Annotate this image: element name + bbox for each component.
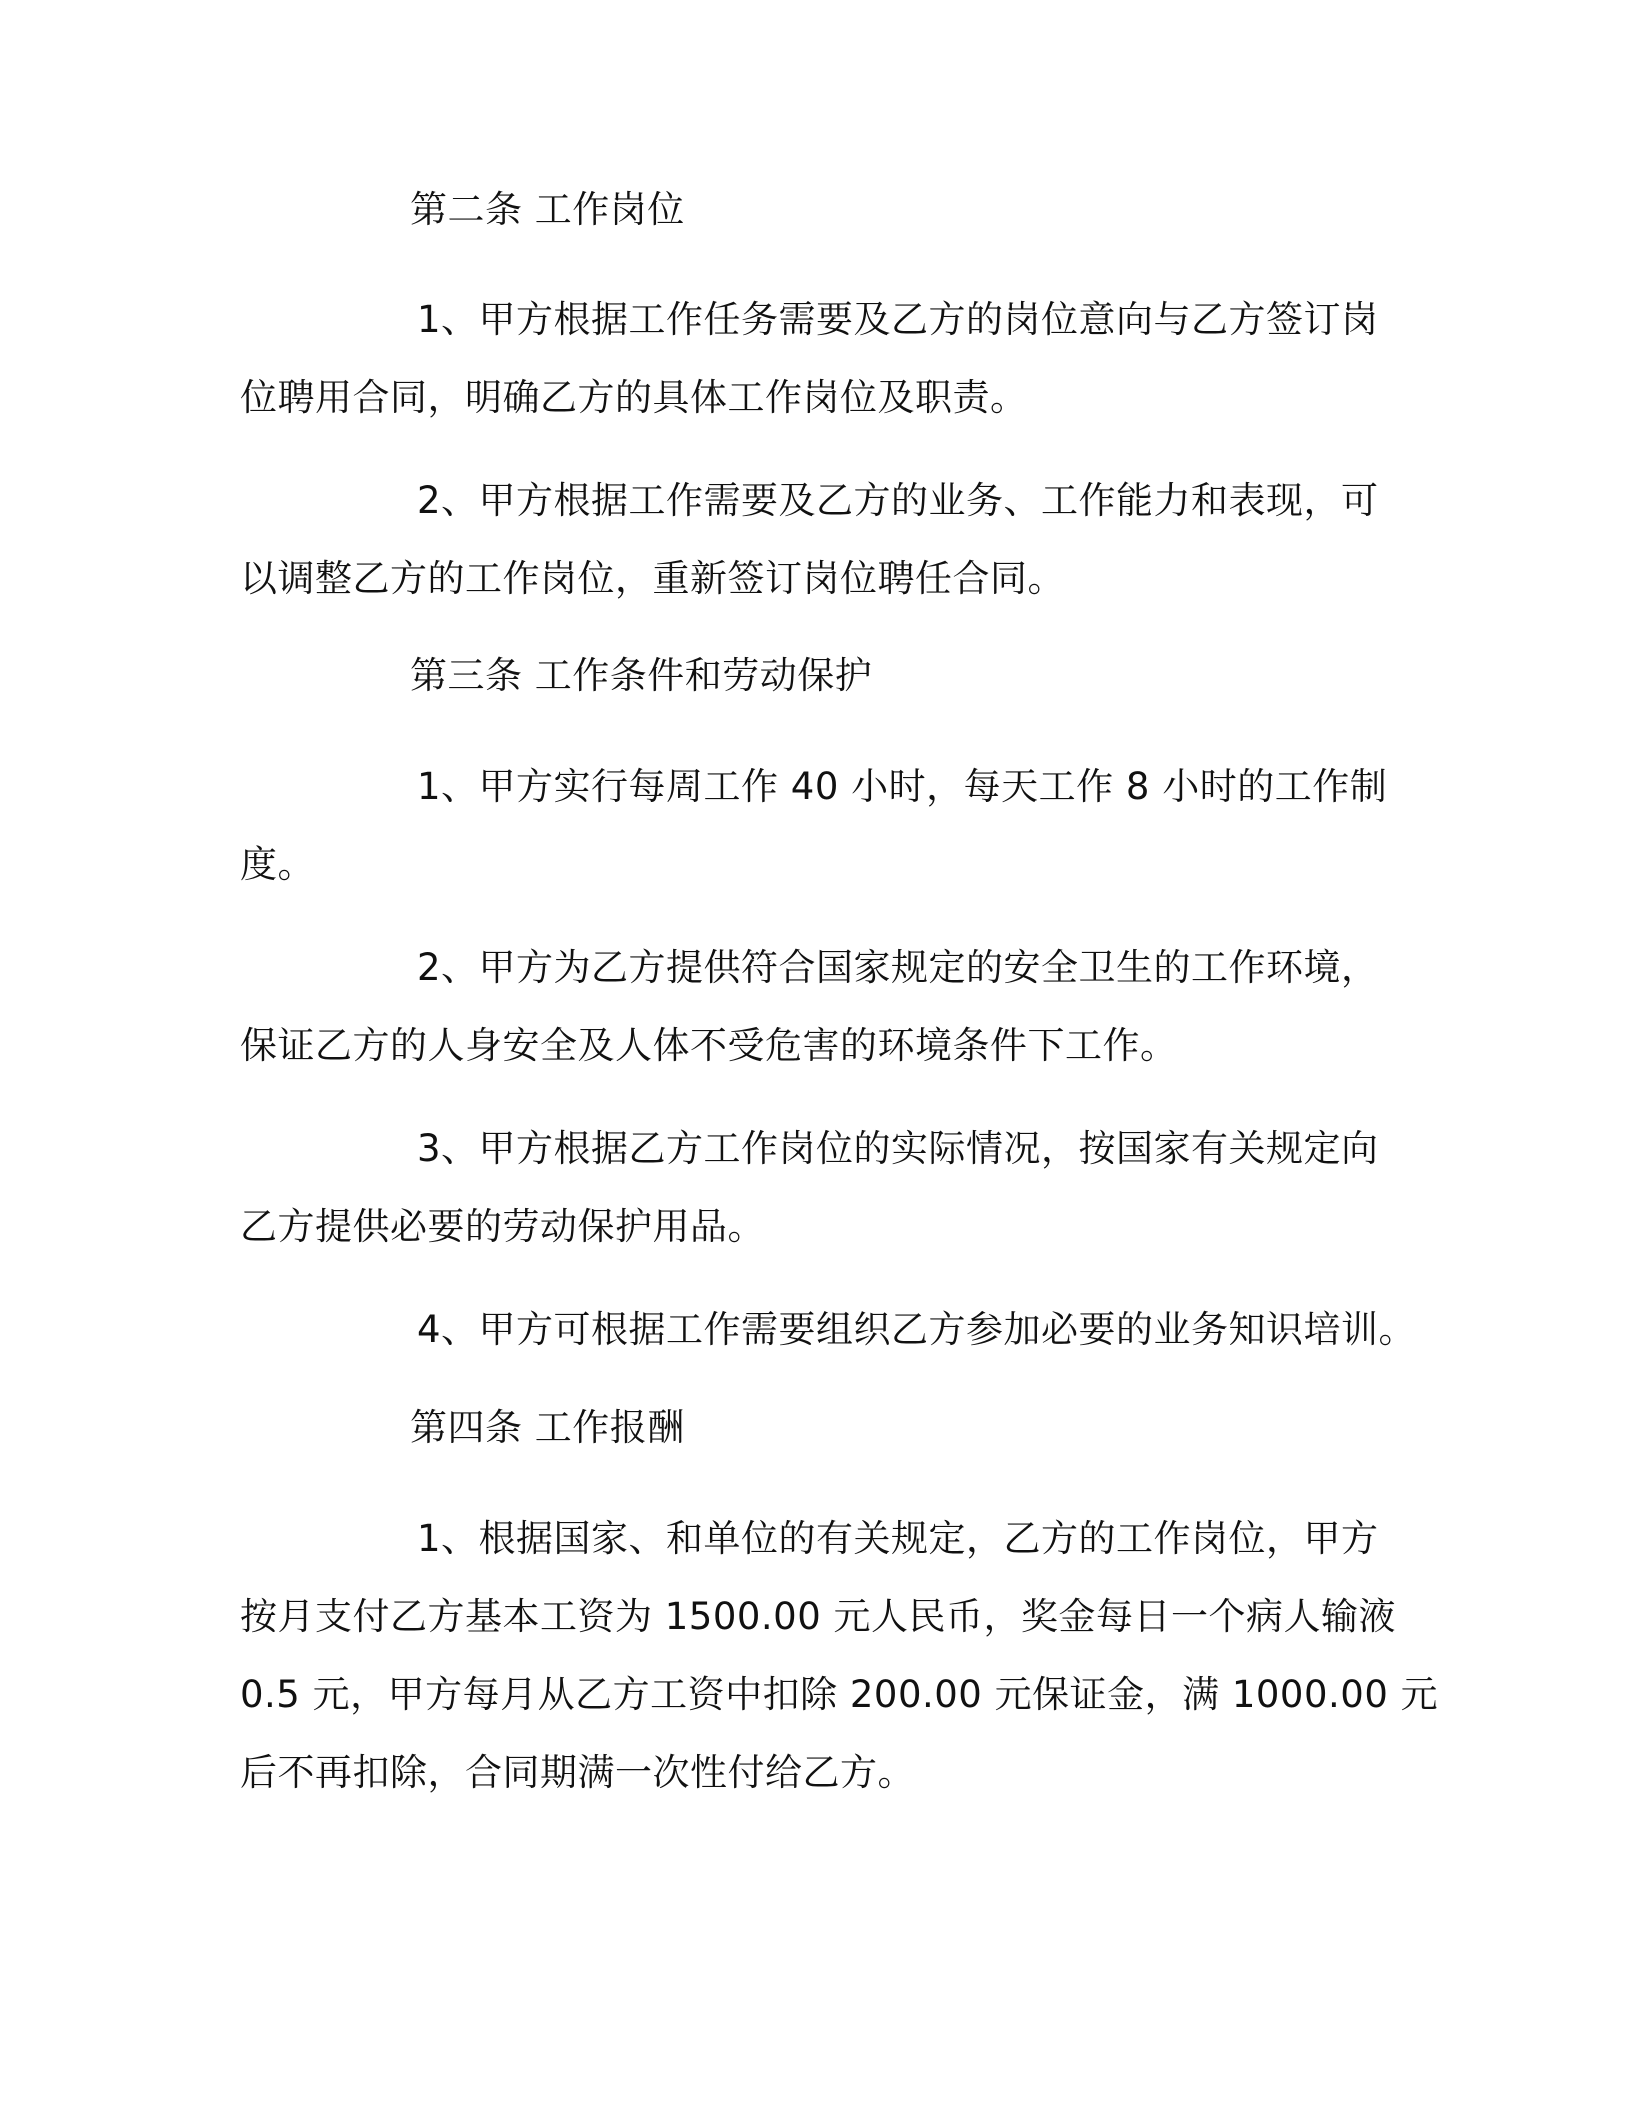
paragraph-line: 度。 [240, 843, 315, 886]
paragraph-line: 后不再扣除，合同期满一次性付给乙方。 [240, 1751, 915, 1794]
section-heading-4: 第四条 工作报酬 [410, 1406, 685, 1449]
paragraph-line: 位聘用合同，明确乙方的具体工作岗位及职责。 [240, 376, 1028, 419]
paragraph-line: 2、甲方为乙方提供符合国家规定的安全卫生的工作环境， [417, 946, 1379, 989]
section-heading-3: 第三条 工作条件和劳动保护 [410, 654, 873, 697]
paragraph-line: 3、甲方根据乙方工作岗位的实际情况，按国家有关规定向 [417, 1127, 1379, 1170]
paragraph-line: 乙方提供必要的劳动保护用品。 [240, 1205, 765, 1248]
paragraph-line: 2、甲方根据工作需要及乙方的业务、工作能力和表现，可 [417, 479, 1379, 522]
paragraph-line: 以调整乙方的工作岗位，重新签订岗位聘任合同。 [240, 557, 1065, 600]
paragraph-line: 0.5 元，甲方每月从乙方工资中扣除 200.00 元保证金，满 1000.00 元 [240, 1673, 1439, 1716]
paragraph-line: 保证乙方的人身安全及人体不受危害的环境条件下工作。 [240, 1024, 1178, 1067]
paragraph-line: 按月支付乙方基本工资为 1500.00 元人民币，奖金每日一个病人输液 [240, 1595, 1397, 1638]
paragraph-line: 4、甲方可根据工作需要组织乙方参加必要的业务知识培训。 [417, 1308, 1417, 1351]
paragraph-line: 1、根据国家、和单位的有关规定，乙方的工作岗位，甲方 [417, 1517, 1379, 1560]
section-heading-2: 第二条 工作岗位 [410, 188, 685, 231]
paragraph-line: 1、甲方根据工作任务需要及乙方的岗位意向与乙方签订岗 [417, 298, 1379, 341]
paragraph-line: 1、甲方实行每周工作 40 小时，每天工作 8 小时的工作制 [417, 765, 1388, 808]
